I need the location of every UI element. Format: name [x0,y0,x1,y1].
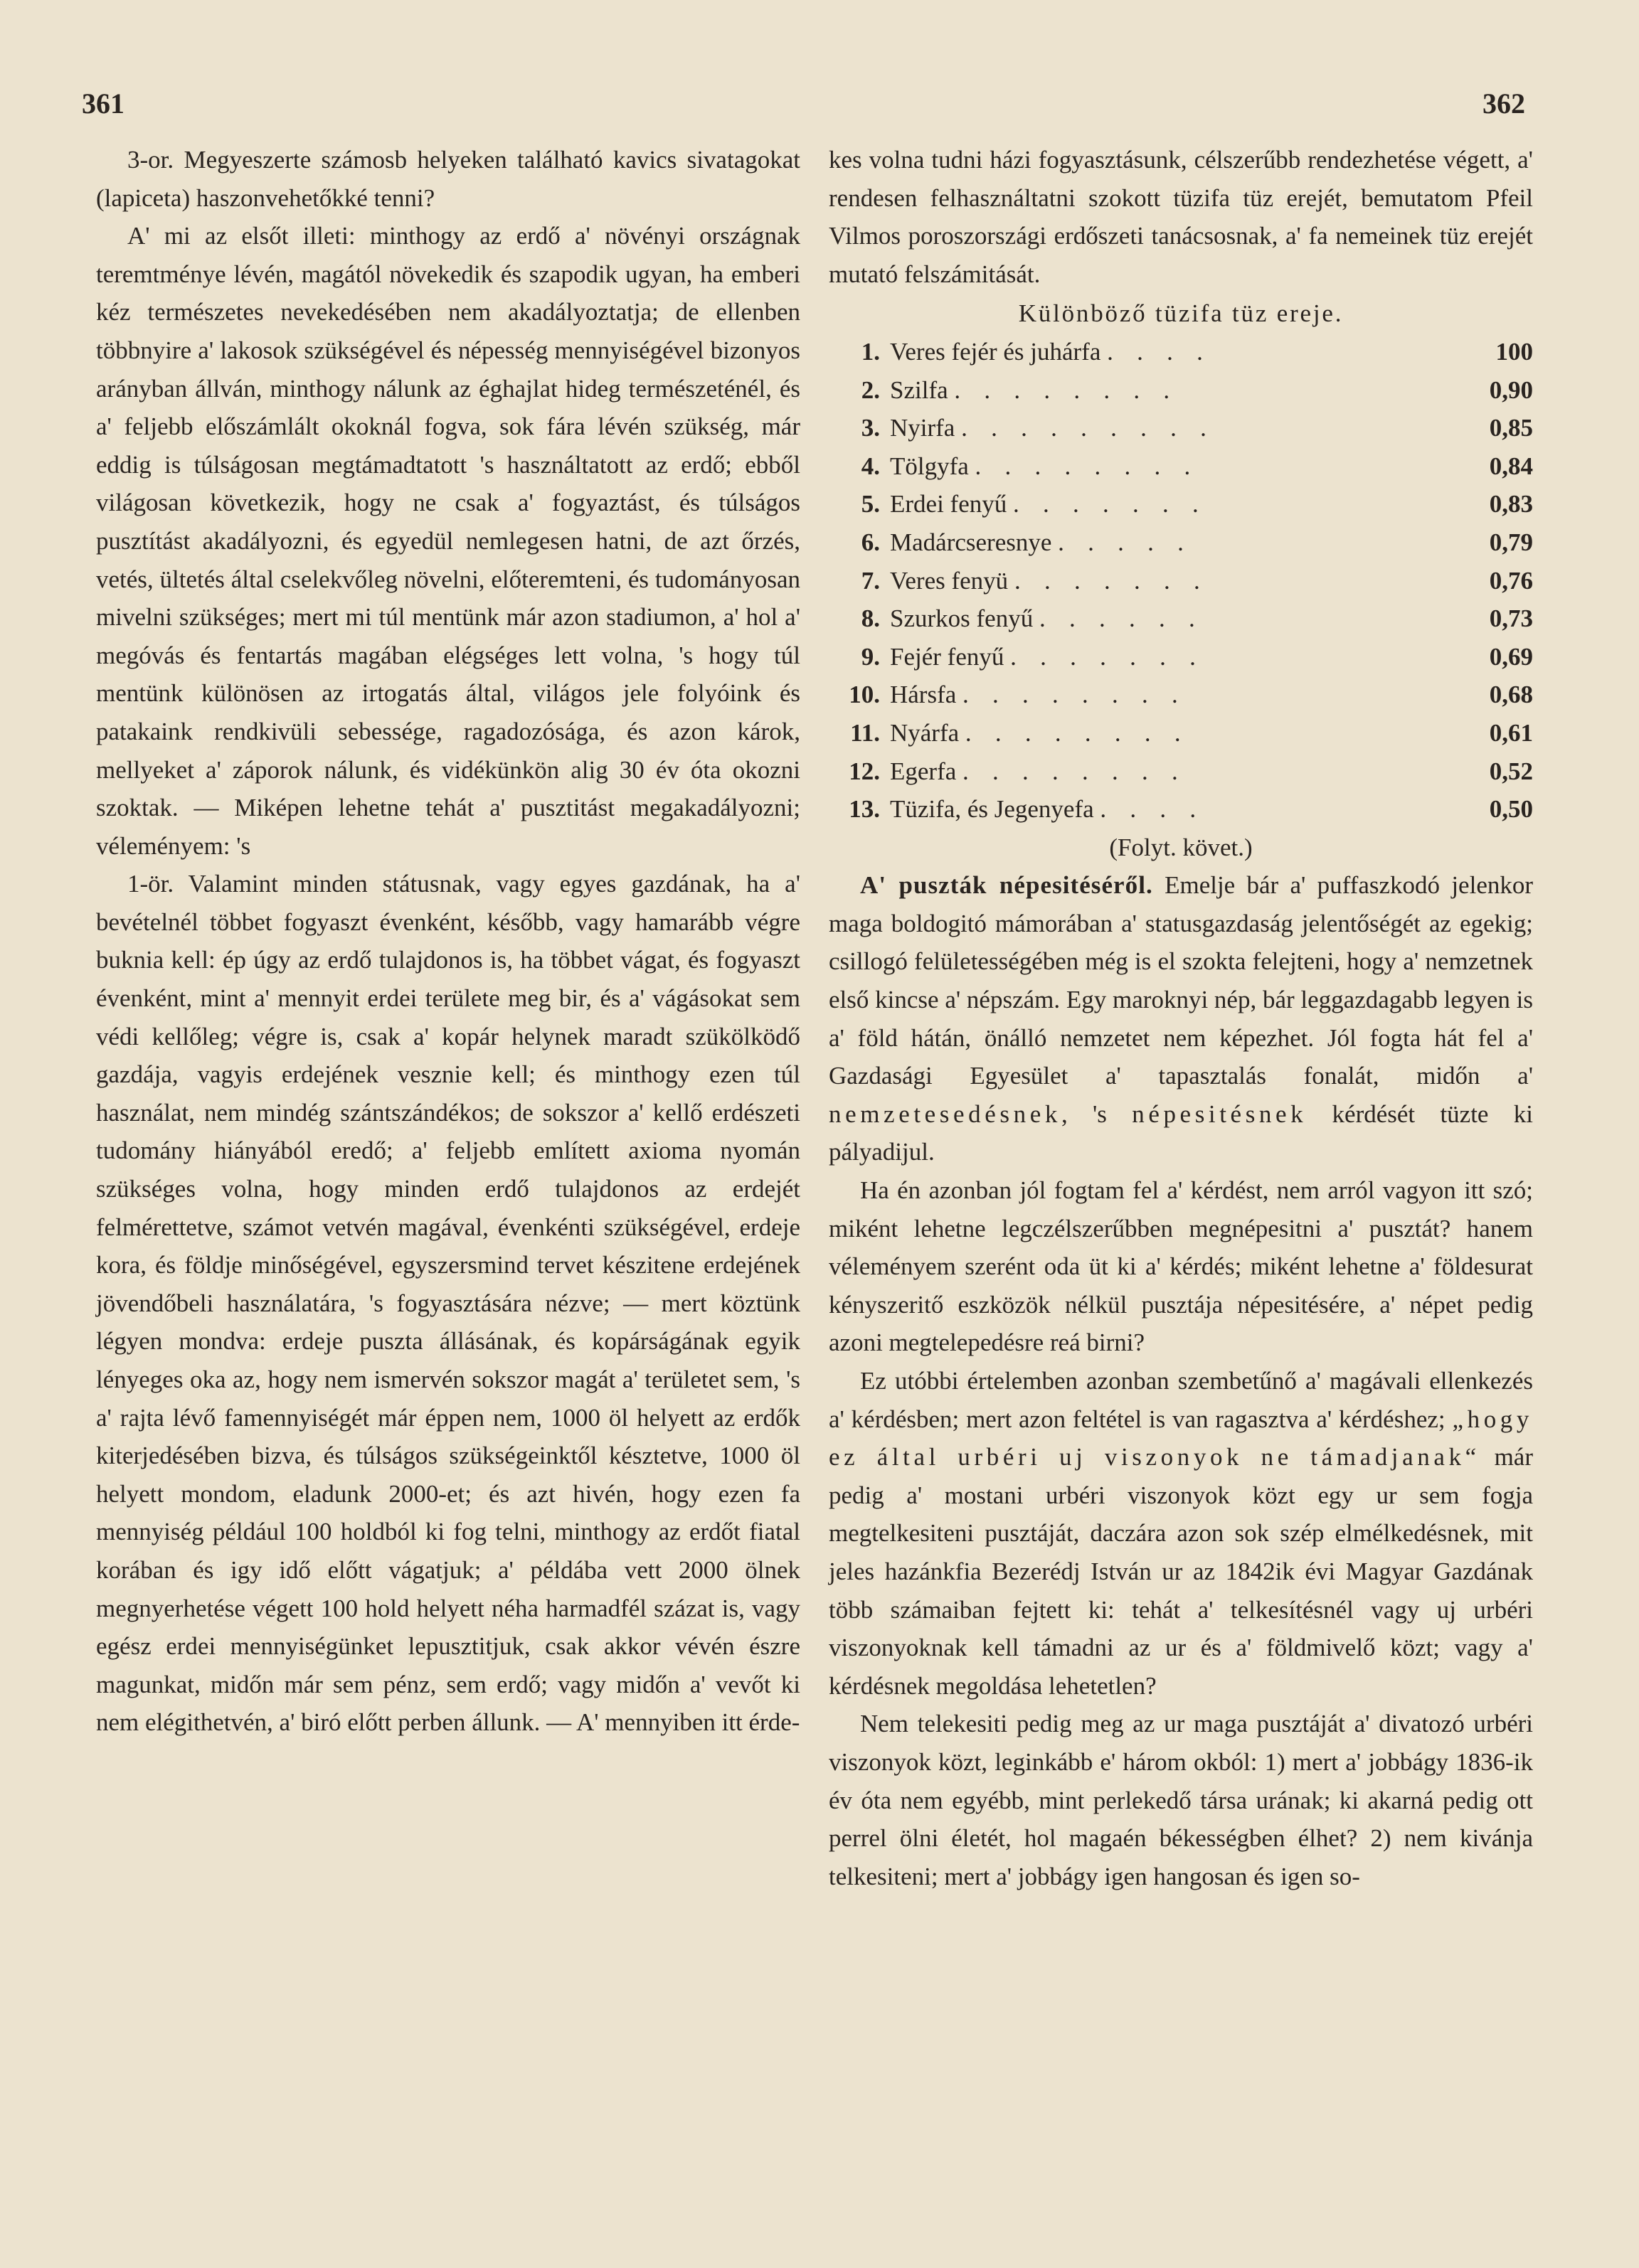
continued-note: (Folyt. követ.) [1109,833,1253,861]
fuel-value: 0,68 [1489,681,1533,709]
article-text: Emelje bár a' puffaszkodó jelenkor maga boldogitó mámorában a' statusgazdaság jelentőségét az egekig; csillogó felületességében még is el szokta felejteni, hogy a' nemzetnek első kincse a' népszám. Egy maroknyi nép, bár leggazdagabb legyen is a' föld hátán, önálló nemzetet nem képezhet. Jól fogta hát fel a' Gazdasági Egyesület a' tapasztalás fonalát, midőn a' [829,871,1534,1090]
table-row [829,676,1533,714]
leader-dots: . . . . . . . [1014,566,1209,595]
page-number-right: 362 [1482,87,1525,119]
table-row [829,485,1533,523]
table-row [829,752,1533,791]
table-row [829,790,1533,829]
paragraph: 3-or. Megyeszerte számosb helyeken található kavics sivatagokat (lapiceta) haszonvehetőkké tenni? [96,146,800,212]
row-number: 6. [861,528,880,556]
table-row [829,714,1533,752]
wood-name-cell [887,752,1426,791]
row-number: 8. [861,605,880,633]
wood-name-cell [887,447,1426,486]
paragraph: 1-ör. Valamint minden státusnak, vagy egyes gazdának, ha a' bevételnél többet fogyaszt évenként, később, vagy hamarább végre buknia kell: ép úgy az erdő tulajdonos is, ha többet vágat, és fogyaszt évenként, mint a' mennyit erdei területe meg bir, és a' vágásokat sem védi kellőleg; végre is, csak a' kopár helynek maradt szükölködő gazdája, vagyis erdejének vesznie kell; és minthogy ezen túl használat, nem mindég szántszándékos; de sokszor a' kellő erdészeti tudomány hiányából eredő; a' feljebb említett axioma nyomán szükséges volna, hogy minden erdő tulajdonos az erdejét felmérettetve, számot vetvén magával, évenkénti szükségével, erdeje kora, és földje minőségével, egyszersmind tervet készitene erdejének jövendőbeli használatára, 's fogyasztására nézve; — mert köztünk légyen mondva: erdeje puszta állásának, és kopárságának egyik lényeges oka az, hogy nem ismervén sokszor magát a' területet sem, 's a' rajta lévő famennyiségét már éppen nem, 1000 öl helyett az erdők kiterjedésében bizva, és túlságos szükségeinktől késztetve, 1000 öl helyett mondom, eladunk 2000-et; és azt hivén, hogy ezen fa mennyiség például 100 holdból ki fog telni, minthogy az erdőt fiatal korában és igy idő előtt vágatjuk; a' példába vett 2000 ölnek megnyerhetése végett 100 hold helyett néha harmadfél százat is, vagy egész erdei mennyiségünket lepusztitjuk, csak akkor vévén észre magunkat, midőn már sem pénz, sem erdő; vagy midőn a' vevőt ki nem elégithetvén, a' biró előtt perben állunk. — A' mennyiben itt érde- [96,870,800,1737]
article-paragraph [829,866,1533,1171]
fuel-value: 0,85 [1489,414,1533,442]
leader-dots: . . . . . . . . [962,757,1187,785]
fuel-wood-table [829,333,1533,829]
wood-name-cell [887,714,1426,752]
table-row [829,333,1533,371]
wood-name-cell [887,409,1426,447]
row-number: 2. [861,376,880,404]
fuel-value: 100 [1495,337,1533,366]
leader-dots: . . . . . . [1039,605,1204,633]
fuel-value: 0,61 [1489,718,1533,747]
fuel-value: 0,69 [1489,642,1533,671]
wood-name-cell [887,333,1426,371]
fuel-value: 0,52 [1489,757,1533,785]
right-column [829,141,1533,1895]
row-number: 11. [850,718,880,747]
leader-dots: . . . . [1100,795,1205,824]
leader-dots: . . . . . . . [1010,642,1205,671]
wood-name: Tüzifa, és Jegenyefa [890,795,1094,824]
spaced-term: népesitésnek [1132,1100,1308,1128]
row-number: 13. [849,795,880,824]
fuel-value: 0,76 [1489,566,1533,595]
fuel-value: 0,73 [1489,605,1533,633]
article-text: kérdését tüzte ki pályadijul. [829,1100,1533,1166]
table-row [829,638,1533,676]
fuel-value: 0,50 [1489,795,1533,824]
leader-dots: . . . . [1107,337,1212,366]
wood-name: Egerfa [890,757,957,785]
fuel-value: 0,79 [1489,528,1533,556]
leader-dots: . . . . . . . . [962,681,1187,709]
wood-name: Veres fenyü [890,566,1009,595]
wood-name: Nyárfa [890,718,960,747]
table-row [829,409,1533,447]
article-text: , 's [1061,1100,1107,1128]
table-row [829,523,1533,562]
row-number: 7. [861,566,880,595]
article-title: A' puszták népesitéséről. [860,871,1153,900]
fuel-value: 0,90 [1489,376,1533,404]
paragraph-text: Ez utóbbi értelemben azonban szembetűnő a' magávali ellenkezés a' kérdésben; mert azon feltétel is van ragasztva a' kérdéshez; [829,1367,1533,1433]
wood-name-cell [887,638,1426,676]
left-column [96,141,800,1742]
wood-name: Nyirfa [890,414,955,442]
wood-name-cell [887,485,1426,523]
wood-name-cell [887,790,1426,829]
paragraph [829,1362,1533,1705]
wood-name-cell [887,600,1426,638]
wood-name: Erdei fenyű [890,490,1007,518]
table-title: Különböző tüzifa tüz ereje. [1018,299,1344,328]
leader-dots: . . . . . . . . [954,376,1179,404]
wood-name: Tölgyfa [890,452,969,480]
paragraph: kes volna tudni házi fogyasztásunk, célszerűbb rendezhetése végett, a' rendesen felhasználtatni szokott tüzifa tüz erejét, bemutatom Pfeil Vilmos poroszországi erdőszeti tanácsosnak, a' fa nemeinek tüz erejét mutató felszámitását. [829,146,1533,288]
fuel-value: 0,83 [1489,490,1533,518]
row-number: 1. [861,337,880,366]
paragraph: Nem telekesiti pedig meg az ur maga pusztáját a' divatozó urbéri viszonyok közt, leginkább e' három okból: 1) mert a' jobbágy 1836-ik év óta nem egyébb, mint perlekedő társa urának; ki akarná pedig ott perrel ölni életét, hol magaén békességben élhet? 2) nem kivánja telkesiteni; mert a' jobbágy igen hangosan és igen so- [829,1710,1533,1890]
table-row [829,562,1533,600]
wood-name: Hársfa [890,681,957,709]
paragraph-text: már pedig a' mostani urbéri viszonyok közt egy ur sem fogja megtelkesiteni pusztáját, daczára azon sok szép elmélkedésnek, mit jeles hazánkfia Bezerédj István ur az 1842ik évi Magyar Gazdának több számaiban fejtett ki: tehát a' telkesítésnél vagy uj urbéri viszonyoknak kell támadni az ur és a' földmivelő közt; vagy a' kérdésnek megoldása lehetetlen? [829,1443,1533,1700]
leader-dots: . . . . . . . . [975,452,1199,480]
wood-name: Veres fejér és juhárfa [890,337,1101,366]
leader-dots: . . . . . . . . . [961,414,1216,442]
leader-dots: . . . . . [1058,528,1193,556]
wood-name-cell [887,371,1426,410]
table-row [829,447,1533,486]
leader-dots: . . . . . . . [1012,490,1207,518]
wood-name-cell [887,523,1426,562]
row-number: 5. [861,490,880,518]
page-number-left: 361 [82,87,124,119]
table-row [829,371,1533,410]
wood-name: Madárcseresnye [890,528,1052,556]
spaced-quote: „hogy ez által urbéri uj viszonyok ne támadjanak“ [829,1405,1534,1471]
wood-name: Fejér fenyű [890,642,1004,671]
row-number: 10. [849,681,880,709]
row-number: 3. [861,414,880,442]
paragraph: Ha én azonban jól fogtam fel a' kérdést, nem arról vagyon itt szó; miként lehetne legczélszerűbben megnépesitni a' pusztát? hanem véleményem szerént oda üt ki a' kérdés; miként lehetne a' földesurat kényszeritő eszközök nélkül pusztája népesitésére, a' népet pedig azoni megtelepedésre reá birni? [829,1176,1533,1357]
wood-name: Szurkos fenyű [890,605,1034,633]
row-number: 9. [861,642,880,671]
row-number: 4. [861,452,880,480]
leader-dots: . . . . . . . . [965,718,1189,747]
row-number: 12. [849,757,880,785]
wood-name: Szilfa [890,376,948,404]
fuel-value: 0,84 [1489,452,1533,480]
spaced-term: nemzetesedésnek [829,1100,1061,1128]
table-row [829,600,1533,638]
wood-name-cell [887,562,1426,600]
wood-name-cell [887,676,1426,714]
paragraph: A' mi az elsőt illeti: minthogy az erdő a' növényi országnak teremtménye lévén, magától növekedik és szapodik ugyan, ha emberi kéz természetes nevekedésében nem akadályoztatja; de ellenben többnyire a' lakosok szükségével és népesség mennyiségével bizonyos arányban állván, minthogy nálunk az éghajlat hideg természeténél, és a' feljebb előszámlált okoknál fogva, sok fára lévén szükség, már eddig is túlságosan megtámadtatott 's használtatott az erdő; ebből világosan következik, hogy ne csak a' fogyaztást, és túlságos pusztítást akadályozni, és egyedül nemlegesen hatni, de azt őrzés, vetés, ültetés által cselekvőleg növelni, előteremteni, és tudományosan mivelni szükséges; mert mi túl mentünk már azon stadiumon, a' hol a' megóvás és fentartás magában elégséges lett volna, 's hogy túl mentünk különösen az irtogatás által, világos jele folyóink és patakaink rendkivüli sebessége, ragadozósága, és azon károk, mellyeket a' záporok nálunk, és vidékünkön alig 30 év óta okozni szoktak. — Miképen lehetne tehát a' pusztitást megakadályozni; véleményem: 's [96,222,800,860]
